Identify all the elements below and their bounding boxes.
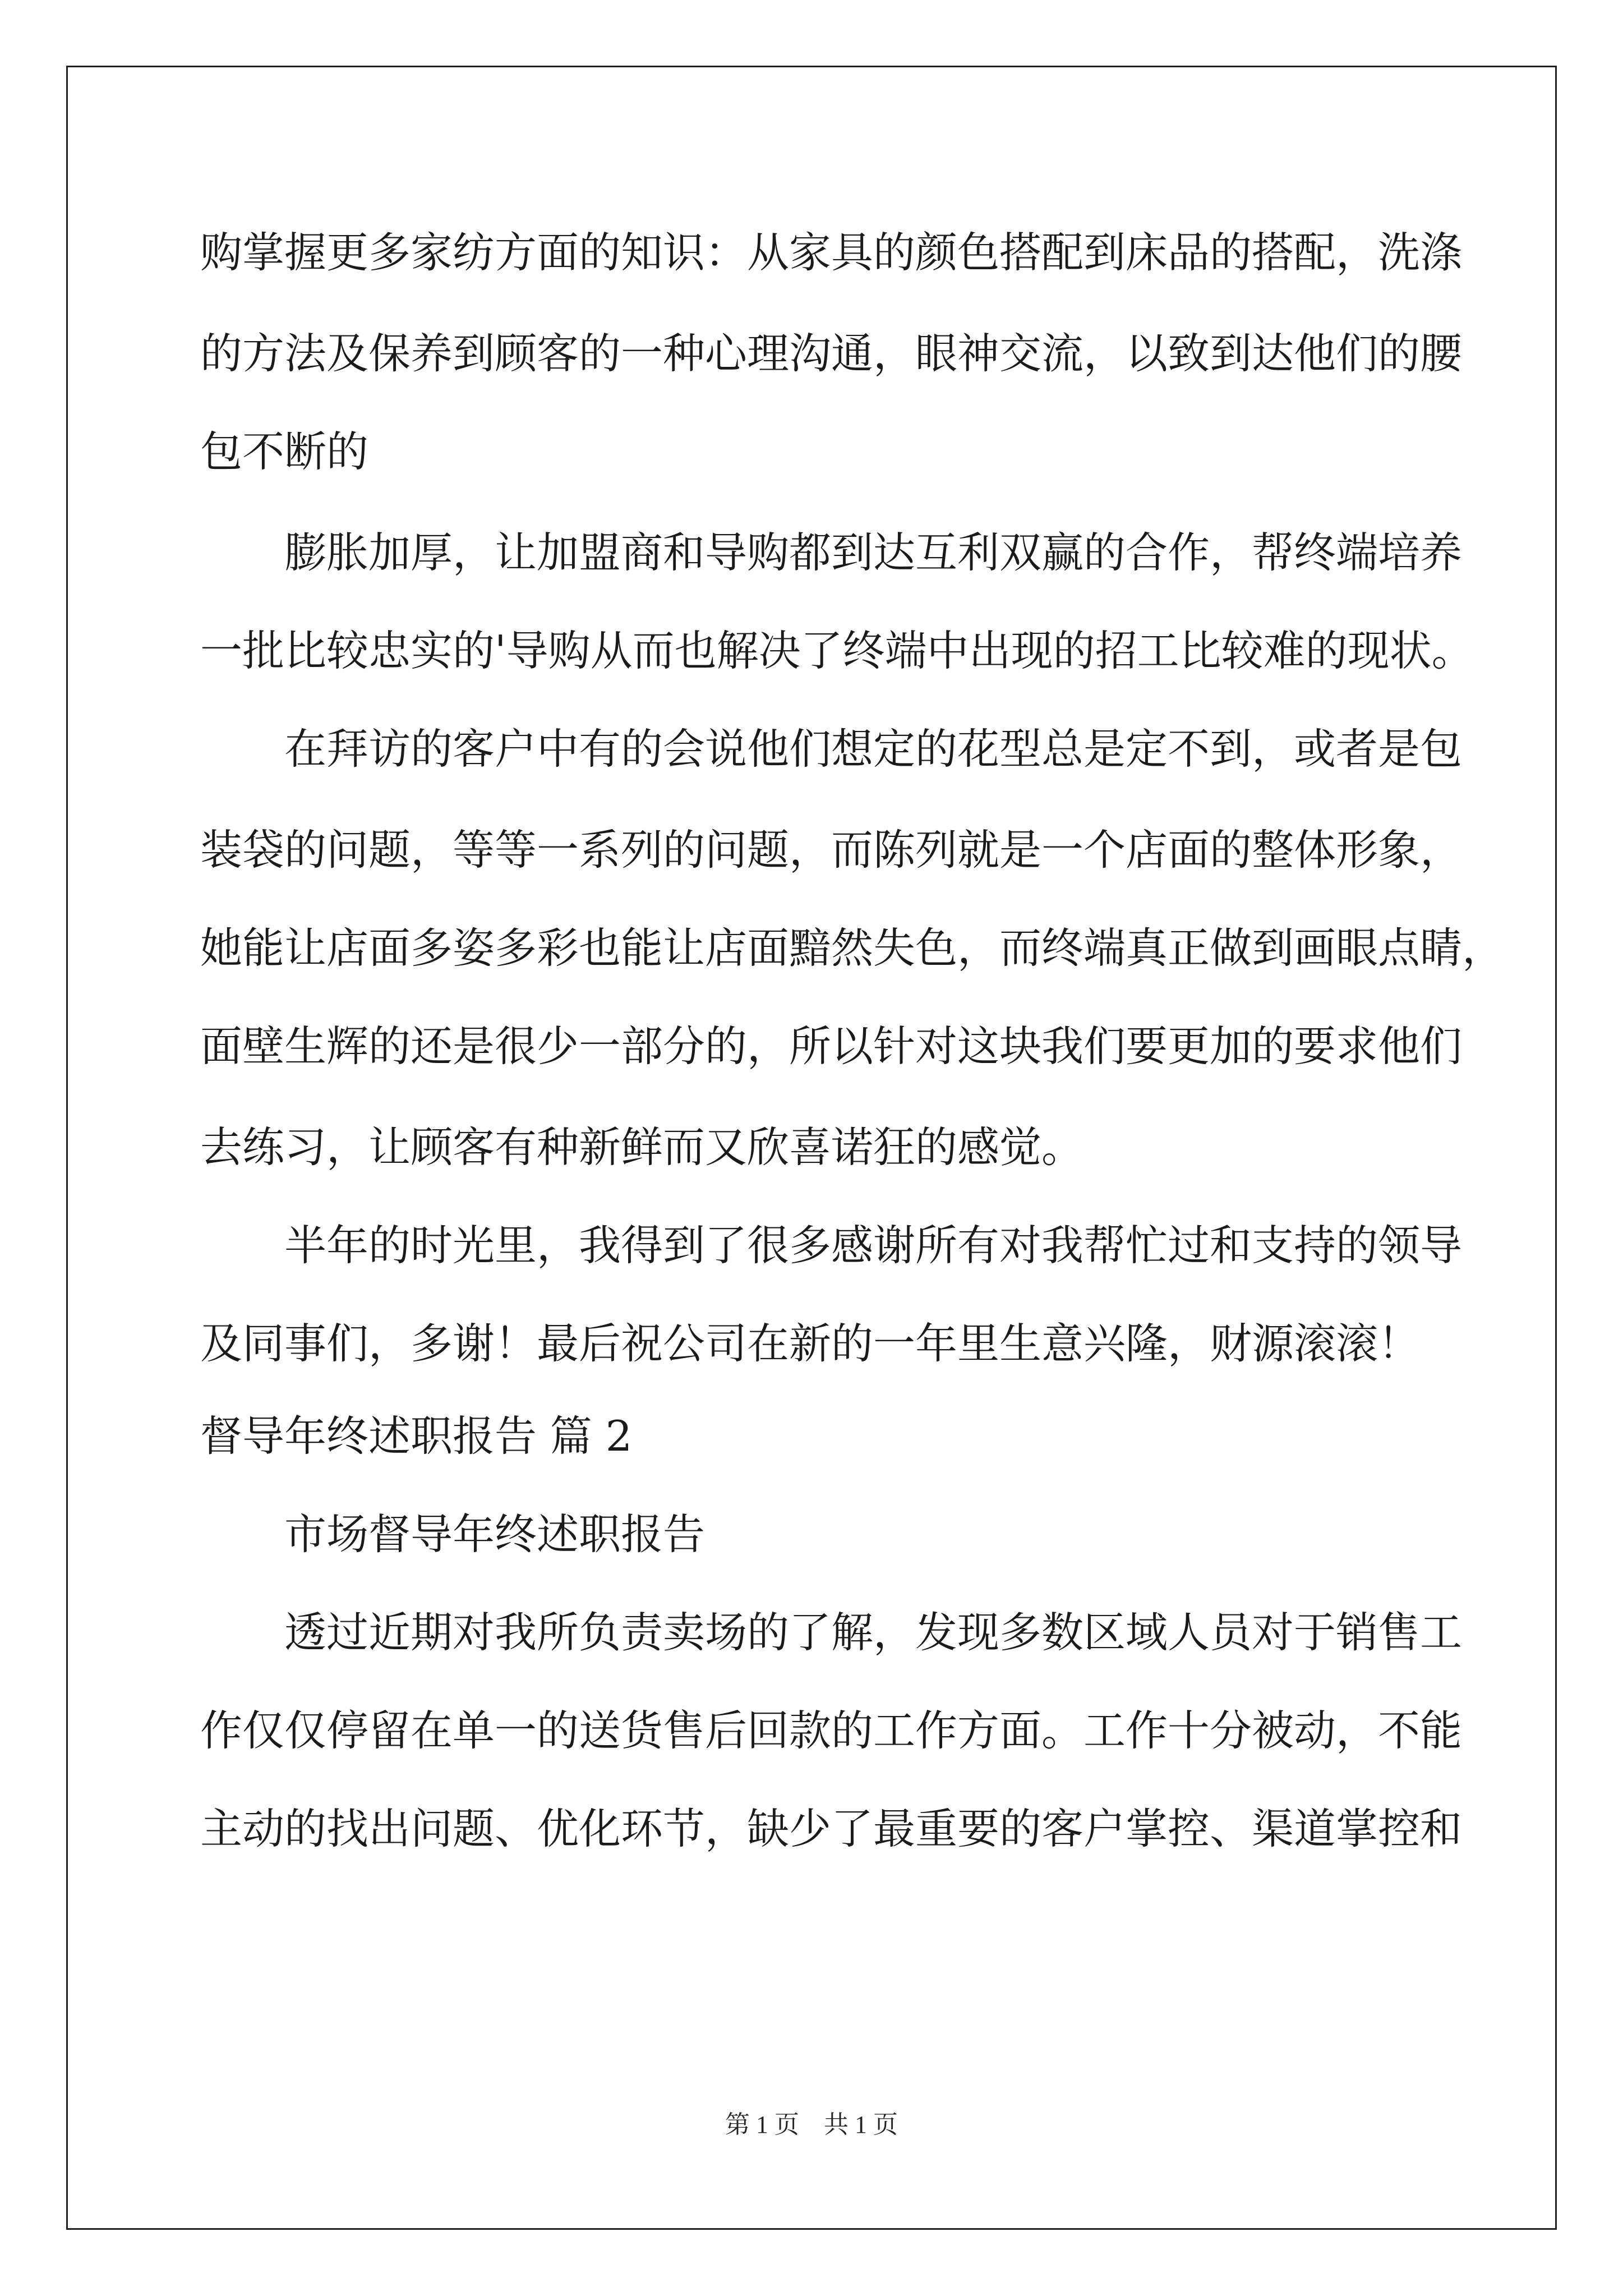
paragraph-line: 一批比较忠实的'导购从而也解决了终端中出现的招工比较难的现状。: [200, 626, 1474, 675]
paragraph-line: 及同事们，多谢！最后祝公司在新的一年里生意兴隆，财源滚滚！: [200, 1319, 1421, 1368]
paragraph-line: 包不断的: [200, 427, 369, 476]
paragraph-line: 她能让店面多姿多彩也能让店面黯然失色，而终端真正做到画眼点睛，: [200, 923, 1505, 973]
paragraph-line: 去练习，让顾客有种新鲜而又欣喜诺狂的感觉。: [200, 1122, 1084, 1172]
paragraph-line: 面壁生辉的还是很少一部分的，所以针对这块我们要更加的要求他们: [200, 1022, 1463, 1071]
paragraph-line: 透过近期对我所负责卖场的了解，发现多数区域人员对于销售工: [284, 1608, 1463, 1657]
section-subtitle: 市场督导年终述职报告: [284, 1510, 706, 1559]
section-heading: 督导年终述职报告 篇 2: [200, 1411, 633, 1461]
paragraph-line: 半年的时光里，我得到了很多感谢所有对我帮忙过和支持的领导: [284, 1221, 1463, 1270]
paragraph-line: 装袋的问题，等等一系列的问题，而陈列就是一个店面的整体形象，: [200, 825, 1463, 875]
paragraph-line: 膨胀加厚，让加盟商和导购都到达互利双赢的合作，帮终端培养: [284, 528, 1463, 577]
paragraph-line: 的方法及保养到顾客的一种心理沟通，眼神交流，以致到达他们的腰: [200, 329, 1463, 378]
paragraph-line: 作仅仅停留在单一的送货售后回款的工作方面。工作十分被动，不能: [200, 1706, 1463, 1755]
paragraph-line: 在拜访的客户中有的会说他们想定的花型总是定不到，或者是包: [284, 724, 1463, 774]
paragraph-line: 主动的找出问题、优化环节，缺少了最重要的客户掌控、渠道掌控和: [200, 1804, 1463, 1853]
paragraph-line: 购掌握更多家纺方面的知识：从家具的颜色搭配到床品的搭配，洗涤: [200, 228, 1463, 277]
page-number-footer: 第 1 页 共 1 页: [725, 2111, 898, 2138]
